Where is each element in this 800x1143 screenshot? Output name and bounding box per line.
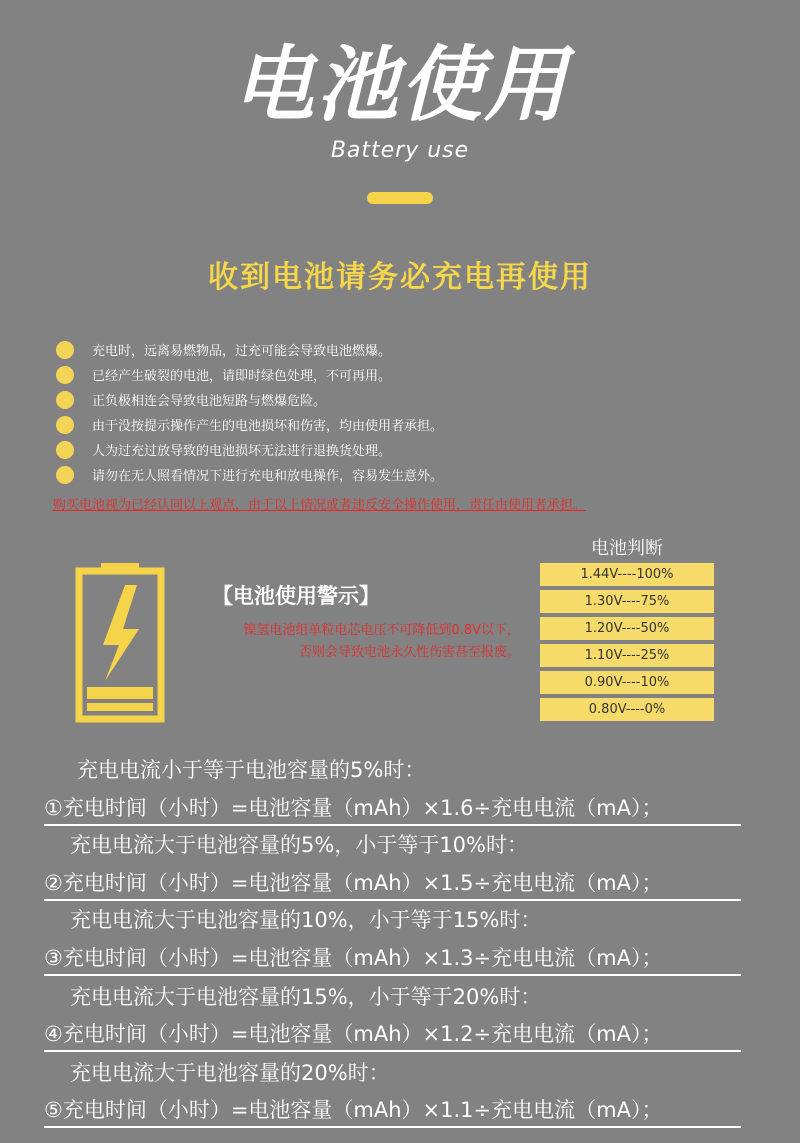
warning-title: 【电池使用警示】 — [212, 584, 380, 608]
battery-level-row: 1.30V----75% — [540, 590, 714, 613]
list-item — [56, 462, 443, 487]
bullet-dot-icon — [56, 366, 74, 384]
bullet-dot-icon — [56, 416, 74, 434]
battery-level-list — [540, 563, 714, 725]
charge-formula: ⑤充电时间（小时）=电池容量（mAh）×1.1÷充电电流（mA）； — [44, 1094, 741, 1128]
page-subtitle: Battery use — [330, 138, 470, 163]
list-item — [56, 412, 443, 437]
charge-formula: ①充电时间（小时）=电池容量（mAh）×1.6÷充电电流（mA）； — [44, 792, 741, 826]
battery-level-row: 1.44V----100% — [540, 563, 714, 586]
list-item — [56, 337, 443, 362]
notice-text: 由于没按提示操作产生的电池损坏和伤害，均由使用者承担。 — [92, 419, 444, 434]
page-title: 电池使用 — [232, 38, 568, 133]
notice-text: 人为过充过放导致的电池损坏无法进行退换货处理。 — [92, 444, 392, 459]
charge-formula: ④充电时间（小时）=电池容量（mAh）×1.2÷充电电流（mA）； — [44, 1018, 741, 1052]
safety-notice-list — [56, 337, 443, 487]
list-item — [56, 387, 443, 412]
list-item — [56, 437, 443, 462]
battery-level-row: 0.90V----10% — [540, 671, 714, 694]
notice-text: 正负极相连会导致电池短路与燃爆危险。 — [92, 394, 327, 409]
battery-level-row: 1.20V----50% — [540, 617, 714, 640]
bullet-dot-icon — [56, 466, 74, 484]
charge-condition: 充电电流大于电池容量的15%，小于等于20%时： — [70, 985, 542, 1009]
notice-text: 已经产生破裂的电池，请即时绿色处理，不可再用。 — [92, 369, 392, 384]
liability-disclaimer: 购买电池视为已经认同以上观点，由于以上情况或者违反安全操作使用，责任由使用者承担。 — [53, 498, 587, 513]
charge-formula: ②充电时间（小时）=电池容量（mAh）×1.5÷充电电流（mA）； — [44, 867, 741, 901]
charge-condition: 充电电流小于等于电池容量的5%时： — [77, 758, 426, 782]
notice-text: 充电时，远离易燃物品，过充可能会导致电池燃爆。 — [92, 344, 392, 359]
charge-condition: 充电电流大于电池容量的20%时： — [70, 1061, 390, 1085]
bullet-dot-icon — [56, 441, 74, 459]
warning-line: 否则会导致电池永久性伤害甚至报废。 — [298, 645, 520, 660]
battery-lightning-icon — [75, 563, 165, 727]
battery-judge-title: 电池判断 — [591, 538, 663, 559]
charge-condition: 充电电流大于电池容量的5%，小于等于10%时： — [70, 833, 528, 857]
bullet-dot-icon — [56, 341, 74, 359]
bullet-dot-icon — [56, 391, 74, 409]
warning-line: 镍氢电池组单粒电芯电压不可降低到0.8V以下， — [243, 623, 520, 638]
battery-level-row: 1.10V----25% — [540, 644, 714, 667]
charge-formula: ③充电时间（小时）=电池容量（mAh）×1.3÷充电电流（mA）； — [44, 942, 741, 976]
list-item — [56, 362, 443, 387]
notice-text: 请勿在无人照看情况下进行充电和放电操作，容易发生意外。 — [92, 469, 444, 484]
accent-divider — [367, 192, 433, 204]
charge-condition: 充电电流大于电池容量的10%，小于等于15%时： — [70, 908, 542, 932]
battery-level-row: 0.80V----0% — [540, 698, 714, 721]
warning-text — [180, 620, 520, 664]
charge-headline: 收到电池请务必充电再使用 — [208, 260, 592, 295]
